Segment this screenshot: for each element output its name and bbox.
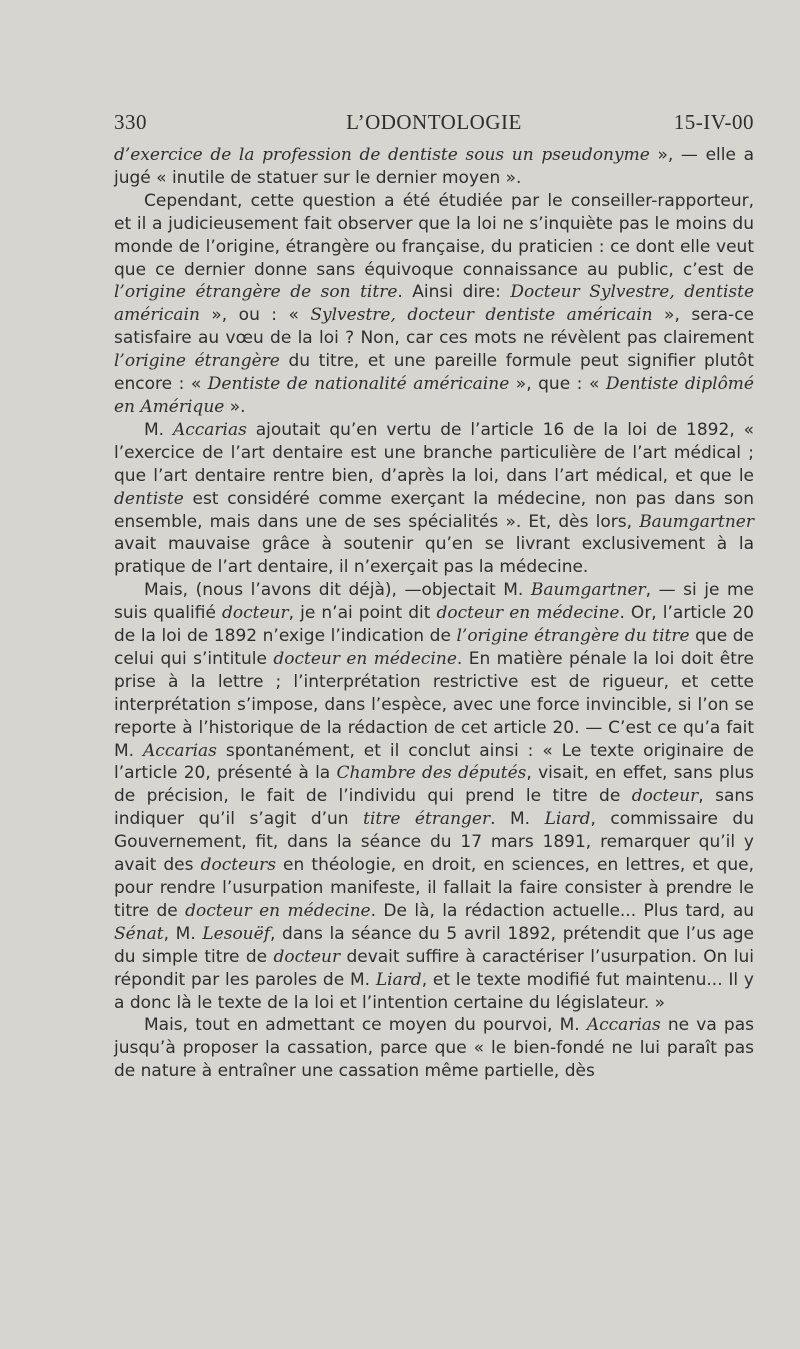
text-run: », ou : «	[199, 305, 311, 326]
italic-text: Accarias	[586, 1015, 661, 1036]
paragraph	[114, 419, 754, 579]
italic-text: Chambre des députés	[336, 763, 527, 784]
page-number: 330	[114, 110, 147, 134]
italic-text: Accarias	[143, 740, 217, 761]
italic-text: docteur	[273, 946, 341, 967]
text-run: ne va pas jusqu’à proposer la cassation, parce que « le bien-fondé ne lui paraît pas de nature à entraîner une cassation même partielle, dès	[114, 1015, 754, 1082]
italic-text: l’origine étrangère	[114, 351, 280, 372]
italic-text: Baumgartner	[530, 580, 646, 601]
italic-text: Dentiste de nationalité américaine	[207, 374, 510, 395]
article-body	[114, 144, 754, 1083]
paragraph	[114, 579, 754, 1014]
text-run: , dans la séance du 5 avril 1892, prétendit que l’us age du simple titre de	[114, 923, 754, 967]
text-run: . De là, la rédaction actuelle... Plus tard, au	[370, 900, 755, 921]
italic-text: dentiste	[114, 488, 184, 509]
text-run: . Ainsi dire:	[397, 282, 511, 303]
text-run: », que : «	[509, 374, 606, 395]
italic-text: l’origine étrangère du titre	[456, 626, 690, 647]
paragraph	[114, 144, 754, 190]
issue-date: 15-IV-00	[673, 110, 754, 134]
text-run: spontanément, et il conclut ainsi : « Le texte originaire de l’article 20, présenté à la	[114, 740, 754, 784]
italic-text: Accarias	[172, 419, 247, 440]
italic-text: d’exercice de la profession de dentiste sous un pseudonyme	[114, 145, 650, 165]
text-run: , visait, en effet, sans plus de précision, le fait de l’individu qui prend le titre de	[114, 763, 754, 807]
text-run: du titre, et une pareille formule peut signifier plutôt encore : «	[114, 351, 755, 395]
text-run: . En matière pénale la loi doit être prise à la lettre ; l’interprétation restrictive est de rigueur, et cette interprétation s’impose, dans l’espèce, avec une force invincible, si l’on se reporte à l’historique de la rédaction de cet article 20. — C’est ce qu’a fait M.	[114, 648, 755, 761]
text-run: Cependant, cette question a été étudiée par le conseiller-rapporteur, et il a judicieusement fait observer que la loi ne s’inquiète pas le moins du monde de l’origine, étrangère ou française, du praticien : ce dont elle veut que ce dernier donne sans équivoque connaissance au public, c’est de	[114, 190, 754, 280]
text-run: est considéré comme exerçant la médecine, non pas dans son ensemble, mais dans une de ses spécialités ». Et, dès lors,	[114, 488, 754, 532]
text-run: », sera-ce satisfaire au vœu de la loi ? Non, car ces mots ne révèlent pas clairement	[114, 305, 754, 349]
text-run: », — elle a jugé « inutile de statuer sur le dernier moyen ».	[114, 145, 754, 188]
italic-text: Sénat	[114, 923, 164, 944]
italic-text: titre étranger	[363, 809, 491, 830]
text-run: , et le texte modifié fut maintenu... Il y a donc là le texte de la loi et l’intention certaine du législateur. »	[114, 969, 754, 1013]
text-run: devait suffire à caractériser l’usurpation. On lui répondit par les paroles de M.	[114, 946, 754, 990]
italic-text: Liard	[544, 809, 591, 830]
italic-text: Baumgartner	[639, 511, 754, 532]
running-head	[114, 100, 754, 140]
text-run: M.	[144, 419, 173, 440]
italic-text: docteur	[222, 603, 289, 624]
text-run: Mais, tout en admettant ce moyen du pourvoi, M.	[144, 1015, 587, 1036]
italic-text: Sylvestre, docteur dentiste américain	[310, 305, 653, 326]
text-run: en théologie, en droit, en sciences, en lettres, et que, pour rendre l’usurpation manifeste, il fallait la faire consister à prendre le titre de	[114, 855, 754, 921]
italic-text: docteur en médecine	[273, 648, 457, 669]
text-run: , sans indiquer qu’il s’agit d’un	[114, 786, 755, 830]
text-run: , — si je me suis qualifié	[114, 580, 754, 624]
text-run: avait mauvaise grâce à soutenir qu’en se livrant exclusivement à la pratique de l’art dentaire, il n’exerçait pas la médecine.	[114, 534, 754, 578]
text-run: que de celui qui s’intitule	[114, 626, 754, 669]
italic-text: docteur en médecine	[185, 900, 371, 921]
italic-text: Dentiste diplômé en Amérique	[114, 374, 754, 417]
text-run: ajoutait qu’en vertu de l’article 16 de la loi de 1892, « l’exercice de l’art dentaire est une branche particulière de l’art médical ; que l’art dentaire rentre bien, d’après la loi, dans l’art médical, et que le	[114, 419, 754, 486]
italic-text: docteur en médecine	[436, 603, 620, 624]
italic-text: l’origine étrangère de son titre	[114, 282, 398, 303]
italic-text: docteur	[631, 786, 699, 807]
paragraph	[114, 190, 754, 419]
journal-title: L’ODONTOLOGIE	[346, 110, 522, 134]
text-run: Mais, (nous l’avons dit déjà), —objectait M.	[144, 580, 531, 601]
text-run: ».	[224, 396, 246, 417]
italic-text: Docteur Sylvestre, dentiste américain	[114, 282, 755, 326]
text-run: , commissaire du Gouvernement, fit, dans la séance du 17 mars 1891, remarquer qu’il y avait des	[114, 809, 754, 876]
book-page	[114, 100, 754, 1083]
paragraph	[114, 1014, 754, 1083]
italic-text: docteurs	[200, 855, 276, 876]
text-run: . Or, l’article 20 de la loi de 1892 n’exige l’indication de	[114, 603, 754, 647]
text-run: . M.	[490, 809, 545, 830]
text-run: , M.	[163, 923, 203, 944]
italic-text: Liard	[375, 969, 422, 990]
italic-text: Lesouëf	[202, 923, 270, 944]
text-run: , je n’ai point dit	[288, 603, 437, 624]
